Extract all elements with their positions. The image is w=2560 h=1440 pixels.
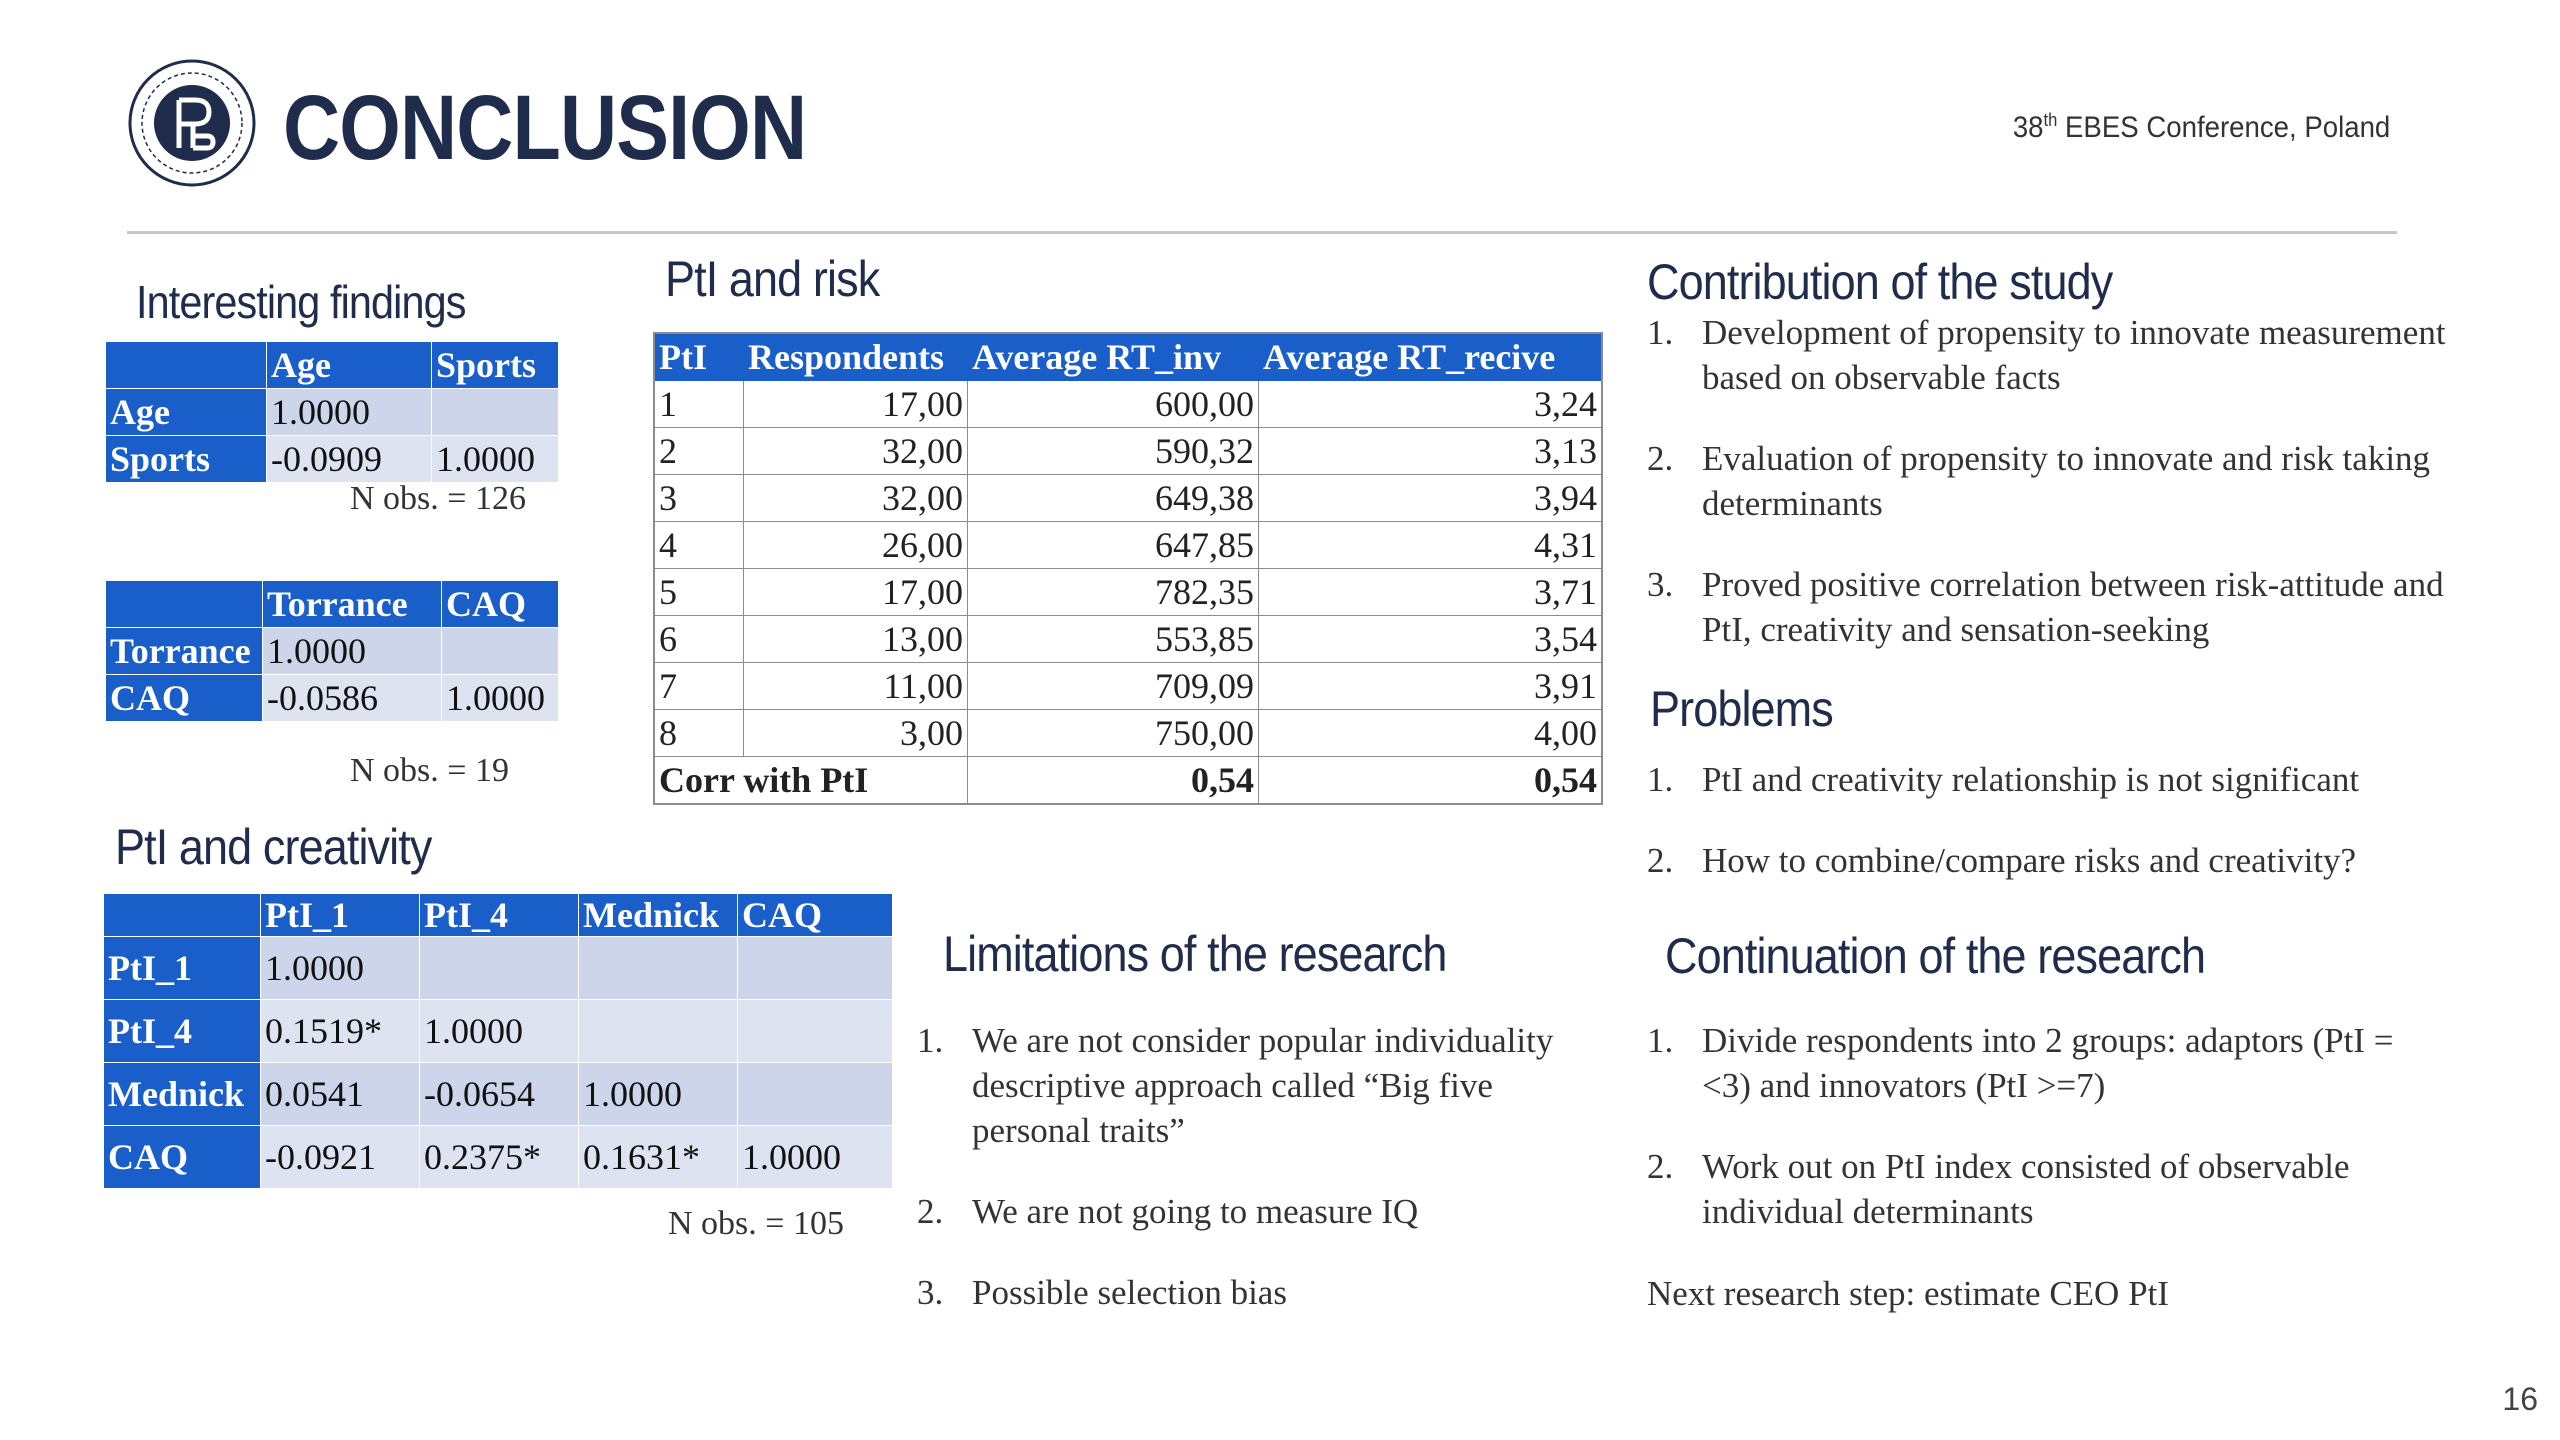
page-number: 16 <box>2502 1381 2538 1417</box>
table-cell: 1.0000 <box>442 675 559 722</box>
corr-inv-value: 0,54 <box>968 757 1259 805</box>
table-cell: 750,00 <box>968 710 1259 757</box>
limitations-heading: Limitations of the research <box>943 926 1447 982</box>
table-cell <box>420 937 579 1000</box>
risk-heading: PtI and risk <box>665 251 880 307</box>
nobs-label: N obs. = 126 <box>350 480 526 517</box>
table-cell: 0.2375* <box>420 1126 579 1189</box>
continuation-list <box>1647 1018 2427 1270</box>
list-item: 1. We are not consider popular individuality descriptive approach called “Big five personal traits” <box>917 1021 1554 1150</box>
table-cell: 17,00 <box>744 381 968 428</box>
table-header-cell: PtI_1 <box>261 894 420 937</box>
table-cell: 7 <box>654 663 744 710</box>
table-cell: 4,31 <box>1259 522 1603 569</box>
table-cell: 1.0000 <box>738 1126 893 1189</box>
table-cell: 782,35 <box>968 569 1259 616</box>
table-cell: 11,00 <box>744 663 968 710</box>
table-cell: -0.0921 <box>261 1126 420 1189</box>
table-header-cell: PtI <box>654 333 744 381</box>
table-cell: 590,32 <box>968 428 1259 475</box>
table-cell: 649,38 <box>968 475 1259 522</box>
slide-title: CONCLUSION <box>283 77 807 179</box>
age-sports-table <box>105 341 559 483</box>
table-header-cell: Average RT_inv <box>968 333 1259 381</box>
list-item: 2. How to combine/compare risks and creativity? <box>1647 841 2357 880</box>
creativity-heading: PtI and creativity <box>115 819 432 875</box>
table-cell: 0.1519* <box>261 1000 420 1063</box>
table-cell: 32,00 <box>744 475 968 522</box>
table-cell <box>738 1063 893 1126</box>
table-header-cell <box>104 894 261 937</box>
table-cell: 13,00 <box>744 616 968 663</box>
table-cell: 3,13 <box>1259 428 1603 475</box>
row-header: Mednick <box>104 1063 261 1126</box>
list-item: 2. Work out on PtI index consisted of observable individual determinants <box>1647 1147 2350 1231</box>
problems-heading: Problems <box>1650 681 1833 737</box>
contribution-list <box>1647 310 2447 688</box>
row-header: Torrance <box>106 628 263 675</box>
table-cell: 4 <box>654 522 744 569</box>
next-step-text: Next research step: estimate CEO PtI <box>1647 1274 2169 1313</box>
risk-table <box>653 332 1603 805</box>
table-cell: 3,91 <box>1259 663 1603 710</box>
table-cell: 709,09 <box>968 663 1259 710</box>
table-cell: 4,00 <box>1259 710 1603 757</box>
creativity-table <box>103 893 893 1189</box>
conference-label: 38th EBES Conference, Poland <box>2012 110 2390 144</box>
interesting-findings-heading: Interesting findings <box>136 276 466 328</box>
contribution-heading: Contribution of the study <box>1647 254 2113 310</box>
list-item: 1. Development of propensity to innovate measurement based on observable facts <box>1647 313 2446 397</box>
table-cell: 26,00 <box>744 522 968 569</box>
table-header-cell: CAQ <box>442 581 559 628</box>
table-cell: 3,71 <box>1259 569 1603 616</box>
table-cell: 1.0000 <box>263 628 442 675</box>
table-cell: 1.0000 <box>432 436 559 483</box>
problems-list <box>1647 757 2447 919</box>
row-header: Sports <box>106 436 267 483</box>
list-item: 2. Evaluation of propensity to innovate and risk taking determinants <box>1647 439 2431 523</box>
table-cell: -0.0909 <box>267 436 432 483</box>
table-cell <box>738 937 893 1000</box>
table-cell: 600,00 <box>968 381 1259 428</box>
table-cell: 5 <box>654 569 744 616</box>
table-header-cell: PtI_4 <box>420 894 579 937</box>
list-item: 1. PtI and creativity relationship is not significant <box>1647 760 2360 799</box>
table-cell: -0.0586 <box>263 675 442 722</box>
table-cell: 1.0000 <box>420 1000 579 1063</box>
nobs-label: N obs. = 19 <box>350 752 509 789</box>
header-divider <box>127 231 2397 234</box>
table-header-cell: Sports <box>432 342 559 389</box>
table-cell: 32,00 <box>744 428 968 475</box>
table-cell <box>579 1000 738 1063</box>
table-cell <box>432 389 559 436</box>
table-header-cell <box>106 342 267 389</box>
row-header: CAQ <box>106 675 263 722</box>
table-cell: 6 <box>654 616 744 663</box>
table-cell: 1.0000 <box>261 937 420 1000</box>
row-header: CAQ <box>104 1126 261 1189</box>
table-header-cell: Torrance <box>263 581 442 628</box>
corr-recive-value: 0,54 <box>1259 757 1603 805</box>
table-cell: 17,00 <box>744 569 968 616</box>
row-header: PtI_1 <box>104 937 261 1000</box>
list-item: 2. We are not going to measure IQ <box>917 1192 1419 1231</box>
table-cell: 553,85 <box>968 616 1259 663</box>
university-logo <box>127 58 257 188</box>
table-cell: 2 <box>654 428 744 475</box>
table-cell: 3,24 <box>1259 381 1603 428</box>
row-header: Age <box>106 389 267 436</box>
list-item: 1. Divide respondents into 2 groups: adaptors (PtI =<3) and innovators (PtI >=7) <box>1647 1021 2394 1105</box>
torrance-caq-table <box>105 580 559 722</box>
table-cell: -0.0654 <box>420 1063 579 1126</box>
table-cell: 1 <box>654 381 744 428</box>
table-header-cell: Mednick <box>579 894 738 937</box>
table-header-cell: Respondents <box>744 333 968 381</box>
limitations-list <box>917 1018 1617 1351</box>
table-cell <box>579 937 738 1000</box>
table-cell: 3 <box>654 475 744 522</box>
corr-label: Corr with PtI <box>654 757 968 805</box>
row-header: PtI_4 <box>104 1000 261 1063</box>
table-header-cell: Average RT_recive <box>1259 333 1603 381</box>
table-cell: 1.0000 <box>267 389 432 436</box>
table-cell: 3,00 <box>744 710 968 757</box>
table-cell: 647,85 <box>968 522 1259 569</box>
table-cell: 8 <box>654 710 744 757</box>
table-cell: 1.0000 <box>579 1063 738 1126</box>
table-header-cell <box>106 581 263 628</box>
list-item: 3. Possible selection bias <box>917 1273 1287 1312</box>
list-item: 3. Proved positive correlation between risk-attitude and PtI, creativity and sensation-seeking <box>1647 565 2444 649</box>
table-cell: 3,54 <box>1259 616 1603 663</box>
table-header-cell: CAQ <box>738 894 893 937</box>
table-header-cell: Age <box>267 342 432 389</box>
table-cell: 0.0541 <box>261 1063 420 1126</box>
table-cell: 3,94 <box>1259 475 1603 522</box>
table-cell <box>442 628 559 675</box>
table-cell: 0.1631* <box>579 1126 738 1189</box>
table-cell <box>738 1000 893 1063</box>
continuation-heading: Continuation of the research <box>1665 928 2206 984</box>
nobs-label: N obs. = 105 <box>668 1205 844 1242</box>
